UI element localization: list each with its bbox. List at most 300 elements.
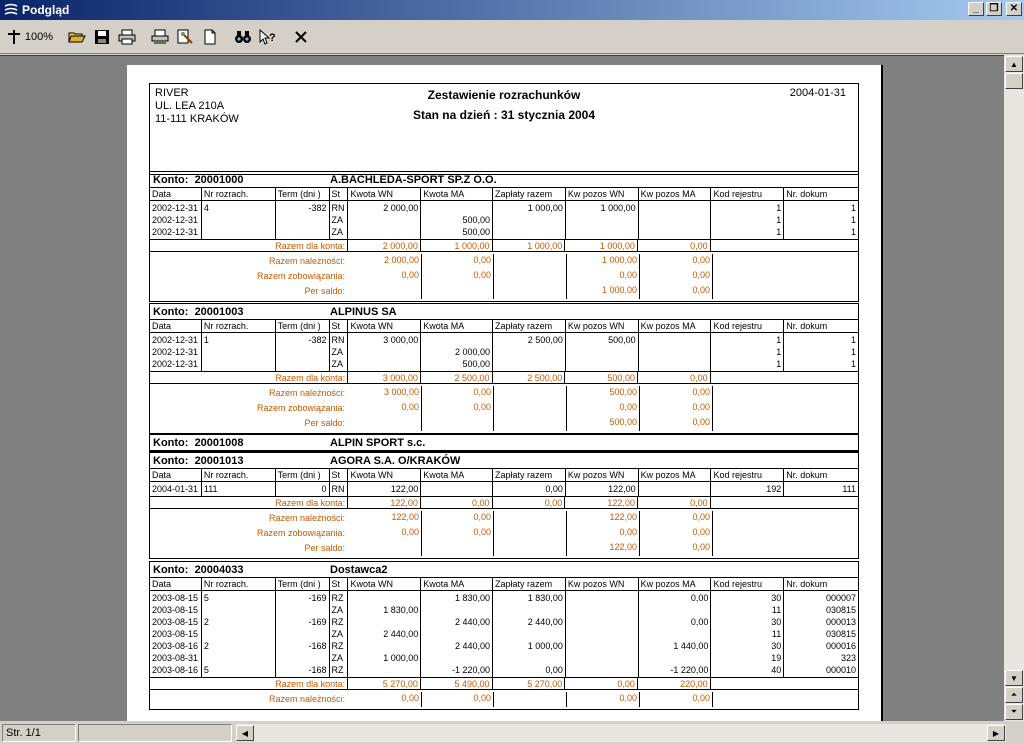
column-cells: [150, 482, 202, 496]
account-total-row: [150, 496, 858, 508]
column-cells: [150, 201, 202, 239]
double-up-icon: ⏶: [1010, 690, 1018, 699]
account-header: [150, 562, 858, 578]
summary-gap: [349, 284, 422, 299]
table-cell: 1: [776, 347, 782, 357]
konto-number: 20001013: [194, 454, 244, 467]
restore-button[interactable]: [986, 2, 1002, 16]
summary-value: 0,00: [640, 416, 713, 431]
zoom-level: 100%: [24, 30, 54, 43]
open-button[interactable]: [65, 25, 89, 49]
column-cells: [784, 591, 858, 677]
summary-gap: [422, 416, 494, 431]
column-header: Kod rejestru: [711, 188, 784, 200]
table-cell: [350, 226, 418, 238]
summary-value: 0,00: [422, 526, 494, 541]
summary-label: Razem zobowiązania:: [256, 271, 345, 281]
scroll-right-button[interactable]: [987, 725, 1005, 741]
table-cell: [568, 652, 636, 664]
table-cell: 1: [851, 215, 857, 225]
column-header: Kwota MA: [421, 578, 493, 590]
restore-icon: ❐: [989, 3, 999, 14]
close-x-icon: [294, 30, 308, 44]
summary-label: Razem zobowiązania:: [256, 403, 345, 413]
summary-value: 0,00: [640, 511, 713, 526]
table-cell: [568, 640, 636, 652]
table-cell: RZ: [331, 665, 344, 675]
page-down-button[interactable]: [1005, 704, 1023, 720]
column-header: St: [330, 188, 349, 200]
column-cells: [493, 482, 566, 496]
account-section: [149, 561, 859, 710]
column-header: Nr. dokum: [786, 321, 828, 331]
column-cells: [711, 201, 784, 239]
table-cell: [641, 652, 709, 664]
close-icon: ✕: [1009, 3, 1019, 14]
column-cells: [276, 333, 330, 371]
table-cell: 2003-08-15: [152, 593, 199, 603]
table-cell: [568, 628, 636, 640]
column-header: Kwota MA: [421, 188, 493, 200]
page-up-button[interactable]: [1005, 687, 1023, 703]
total-label: Razem dla konta:: [150, 372, 348, 383]
help-pointer-icon: [258, 29, 278, 45]
table-cell: 30: [771, 641, 782, 651]
company-line-2: UL. LEA 210A: [155, 100, 225, 112]
table-cell: 111: [203, 484, 218, 494]
konto-number: 20004033: [194, 563, 244, 576]
table-cell: 192: [766, 484, 782, 494]
table-cell: [641, 334, 709, 346]
print-setup-button[interactable]: [148, 25, 172, 49]
table-cell: 2: [203, 617, 209, 627]
new-page-button[interactable]: [198, 25, 222, 49]
table-cell: 1: [776, 335, 782, 345]
summary-gap: [422, 541, 494, 556]
table-cell: 2003-08-15: [152, 629, 199, 639]
blank-page-icon: [203, 29, 217, 45]
column-cells: [276, 482, 330, 496]
summary-label: Razem należności:: [268, 388, 345, 398]
table-cell: 122,00: [608, 484, 636, 494]
table-cell: -1 220,00: [452, 665, 491, 675]
table-cell: 2 440,00: [455, 617, 491, 627]
column-cells: [348, 482, 421, 496]
column-cells: [784, 333, 858, 371]
table-cell: 1 830,00: [383, 605, 419, 615]
table-cell: [641, 628, 709, 640]
column-cells: [202, 201, 276, 239]
table-cell: 2 440,00: [527, 617, 563, 627]
table-cell: [204, 628, 273, 640]
summary-value: 0,00: [349, 692, 422, 707]
close-preview-button[interactable]: [289, 25, 313, 49]
scroll-left-button[interactable]: [236, 725, 254, 741]
total-label: Razem dla konta:: [150, 678, 348, 689]
table-cell: [423, 334, 490, 346]
summary-value: 0,00: [640, 284, 713, 299]
table-cell: 30: [771, 617, 782, 627]
table-cell: 323: [840, 653, 857, 663]
report-title: Zestawienie rozrachunków: [427, 88, 581, 102]
column-cells: [784, 482, 858, 496]
table-cell: RN: [331, 203, 345, 213]
table-cell: [568, 226, 636, 238]
summary-value: 122,00: [349, 511, 422, 526]
total-label: Razem dla konta:: [150, 240, 348, 251]
table-cell: [350, 358, 418, 370]
total-value: 2 500,00: [421, 372, 493, 383]
summary-value: 0,00: [567, 401, 640, 416]
table-cell: -169: [308, 617, 327, 627]
konto-label: Konto:: [153, 563, 189, 576]
summary-row: [150, 386, 858, 401]
arrow-left-icon: ◀: [241, 728, 249, 738]
table-cell: [641, 604, 709, 616]
table-cell: 1: [776, 215, 782, 225]
summary-block: [150, 508, 858, 558]
table-cell: 2002-12-31: [152, 335, 199, 345]
total-filler: [711, 678, 858, 689]
summary-label: Razem należności:: [268, 694, 345, 704]
total-value: 500,00: [565, 372, 638, 383]
column-header: Data: [150, 469, 202, 481]
table-cell: 2002-12-31: [152, 215, 199, 225]
total-value: 5 490,00: [421, 678, 493, 689]
konto-number: 20001003: [194, 305, 244, 318]
column-cells: [348, 333, 421, 371]
table-cell: [495, 604, 563, 616]
column-headers: [150, 469, 858, 482]
table-cell: [568, 346, 636, 358]
column-header: Term (dni ): [276, 578, 330, 590]
summary-label: Razem zobowiązania:: [256, 528, 345, 538]
table-cell: [641, 202, 709, 214]
zoom-button[interactable]: [4, 25, 56, 49]
summary-value: 0,00: [422, 269, 494, 284]
column-cells: [276, 591, 330, 677]
column-cells: [784, 201, 858, 239]
konto-label: Konto:: [153, 436, 189, 449]
summary-value: 0,00: [567, 692, 640, 707]
account-header: [150, 453, 858, 469]
table-cell: 500,00: [462, 227, 491, 237]
summary-value: 0,00: [640, 526, 713, 541]
table-cell: ZA: [331, 605, 344, 615]
column-headers: [150, 320, 858, 333]
column-header: Nr. dokum: [786, 579, 828, 589]
double-down-icon: ⏷: [1010, 707, 1018, 716]
status-bar: [0, 722, 1024, 744]
table-cell: [350, 592, 418, 604]
column-cells: [566, 591, 639, 677]
table-cell: 2 500,00: [527, 335, 563, 345]
help-button[interactable]: [256, 25, 280, 49]
table-cell: ZA: [331, 629, 344, 639]
summary-gap: [494, 254, 567, 269]
table-cell: [278, 346, 327, 358]
column-cells: [276, 201, 330, 239]
table-cell: [495, 214, 563, 226]
account-name: A.BACHLEDA-SPORT SP.Z O.O.: [330, 173, 497, 186]
total-filler: [711, 372, 858, 383]
table-cell: -382: [308, 203, 327, 213]
table-cell: -382: [308, 335, 327, 345]
table-cell: RN: [331, 335, 345, 345]
table-cell: 2002-12-31: [152, 227, 199, 237]
column-header: Zapłaty razem: [493, 188, 566, 200]
summary-row: [150, 269, 858, 284]
column-cells: [202, 482, 276, 496]
column-header: Kwota WN: [348, 320, 421, 332]
table-cell: 500,00: [608, 335, 636, 345]
window-title: Podgląd: [22, 3, 70, 17]
total-label: Razem dla konta:: [150, 497, 348, 508]
column-cells: [639, 591, 712, 677]
total-value: 2 000,00: [348, 240, 421, 251]
total-value: 1 000,00: [565, 240, 638, 251]
summary-value: 0,00: [640, 386, 713, 401]
summary-value: 0,00: [422, 511, 494, 526]
column-header: Data: [150, 188, 202, 200]
summary-row: [150, 511, 858, 526]
arrow-down-icon: ▼: [1010, 673, 1018, 683]
table-cell: 40: [771, 665, 782, 675]
column-header: Term (dni ): [276, 320, 330, 332]
column-header: Data: [150, 578, 202, 590]
table-cell: [204, 604, 273, 616]
total-value: 122,00: [565, 497, 638, 508]
table-cell: [204, 346, 273, 358]
total-value: 1 000,00: [421, 240, 493, 251]
total-value: 122,00: [348, 497, 421, 508]
account-section: [149, 452, 859, 559]
report-date: 2004-01-31: [789, 87, 846, 99]
column-header: Kod rejestru: [711, 578, 784, 590]
summary-value: 0,00: [349, 269, 422, 284]
table-cell: 5: [203, 665, 209, 675]
summary-value: 500,00: [567, 416, 640, 431]
column-cells: [493, 201, 566, 239]
table-cell: ZA: [331, 653, 344, 663]
column-header: Kw pozos MA: [639, 188, 712, 200]
table-cell: [204, 652, 273, 664]
table-cell: 1: [851, 347, 857, 357]
table-cell: 000016: [825, 641, 857, 651]
table-cell: 1 000,00: [527, 641, 563, 651]
column-header: Kwota WN: [348, 188, 421, 200]
column-header: Kwota WN: [348, 469, 421, 481]
summary-value: 0,00: [640, 692, 713, 707]
company-line-3: 11-111 KRAKÓW: [155, 113, 239, 125]
column-headers: [150, 188, 858, 201]
account-header: [150, 172, 858, 188]
horizontal-scrollbar[interactable]: [236, 724, 1006, 742]
column-header: Data: [150, 320, 202, 332]
summary-row: [150, 692, 858, 707]
company-line-1: RIVER: [155, 87, 189, 99]
account-header: [150, 304, 858, 320]
column-header: Zapłaty razem: [493, 578, 566, 590]
column-cells: [330, 201, 349, 239]
table-cell: RZ: [331, 617, 344, 627]
table-cell: 1 440,00: [673, 641, 709, 651]
summary-gap: [494, 692, 567, 707]
column-cells: [202, 591, 276, 677]
column-header: Zapłaty razem: [493, 469, 566, 481]
konto-label: Konto:: [153, 454, 189, 467]
summary-gap: [494, 416, 567, 431]
summary-label: Per saldo:: [304, 418, 345, 428]
table-cell: 030815: [825, 605, 857, 615]
total-value: 5 270,00: [493, 678, 566, 689]
minimize-icon: _: [973, 3, 979, 14]
table-cell: 1 830,00: [455, 593, 491, 603]
column-cells: [493, 333, 566, 371]
column-cells: [639, 482, 712, 496]
summary-value: 0,00: [640, 254, 713, 269]
account-section: [149, 434, 859, 452]
printer-icon: [118, 29, 136, 45]
column-header: St: [330, 320, 349, 332]
table-cell: [350, 346, 418, 358]
summary-row: [150, 401, 858, 416]
column-header: Term (dni ): [276, 469, 330, 481]
scroll-thumb[interactable]: [1005, 73, 1023, 89]
table-cell: [495, 652, 563, 664]
column-header: Nr rozrach.: [202, 188, 276, 200]
konto-number: 20001000: [194, 173, 244, 186]
table-cell: 1 000,00: [383, 653, 419, 663]
table-cell: 11: [771, 605, 782, 615]
column-header: Nr. dokum: [786, 470, 828, 480]
table-cell: 19: [771, 653, 782, 663]
save-button[interactable]: [90, 25, 114, 49]
table-cell: [495, 628, 563, 640]
account-total-row: [150, 239, 858, 251]
open-folder-icon: [68, 29, 86, 45]
table-cell: [204, 358, 273, 370]
minimize-button[interactable]: [968, 2, 984, 16]
scroll-up-button[interactable]: [1005, 56, 1023, 72]
column-cells: [711, 333, 784, 371]
table-cell: [278, 358, 327, 370]
summary-block: [150, 383, 858, 433]
close-window-button[interactable]: [1006, 2, 1022, 16]
table-cell: [641, 358, 709, 370]
toolbar: [0, 20, 1024, 54]
column-header: Kw pozos WN: [566, 469, 639, 481]
find-button[interactable]: [231, 25, 255, 49]
column-cells: [711, 591, 784, 677]
total-value: 2 500,00: [493, 372, 566, 383]
save-icon: [94, 29, 110, 45]
table-cell: 2 000,00: [455, 347, 491, 357]
table-cell: 1: [851, 203, 857, 213]
table-cell: 000007: [825, 593, 857, 603]
summary-gap: [422, 284, 494, 299]
table-cell: 1: [776, 359, 782, 369]
column-header: Zapłaty razem: [493, 320, 566, 332]
summary-label: Per saldo:: [304, 286, 345, 296]
column-header: Kw pozos MA: [639, 469, 712, 481]
summary-block: [150, 251, 858, 301]
summary-value: 122,00: [567, 541, 640, 556]
summary-value: 3 000,00: [349, 386, 422, 401]
table-cell: [423, 483, 490, 495]
column-header: Nr rozrach.: [202, 320, 276, 332]
status-panel: [78, 724, 232, 742]
table-cell: 500,00: [462, 215, 491, 225]
vertical-scrollbar[interactable]: [1004, 55, 1024, 721]
table-cell: 000013: [825, 617, 857, 627]
table-cell: [204, 226, 273, 238]
column-header: Kw pozos MA: [639, 578, 712, 590]
table-cell: [641, 226, 709, 238]
summary-value: 0,00: [640, 269, 713, 284]
table-cell: [568, 604, 636, 616]
table-cell: 2002-12-31: [152, 347, 199, 357]
summary-gap: [349, 416, 422, 431]
column-cells: [330, 333, 349, 371]
table-cell: 0,00: [545, 484, 563, 494]
summary-label: Razem należności:: [268, 256, 345, 266]
summary-value: 0,00: [640, 401, 713, 416]
title-bar: [0, 0, 1024, 20]
report-subtitle: Stan na dzień : 31 stycznia 2004: [412, 108, 596, 122]
table-cell: [568, 616, 636, 628]
table-cell: [278, 604, 327, 616]
preview-viewport: [0, 55, 1004, 721]
summary-value: 0,00: [422, 692, 494, 707]
total-value: 0,00: [565, 678, 638, 689]
total-value: 0,00: [421, 497, 493, 508]
summary-row: [150, 284, 858, 299]
summary-value: 500,00: [567, 386, 640, 401]
account-section: [149, 303, 859, 434]
summary-value: 0,00: [422, 401, 494, 416]
scroll-down-button[interactable]: [1005, 670, 1023, 686]
account-name: AGORA S.A. O/KRAKÓW: [330, 454, 461, 467]
table-cell: 2: [203, 641, 209, 651]
column-cells: [348, 591, 421, 677]
table-cell: [641, 346, 709, 358]
column-header: Nr rozrach.: [202, 469, 276, 481]
table-cell: [350, 640, 418, 652]
column-header: Kw pozos WN: [566, 320, 639, 332]
column-header: Kw pozos MA: [639, 320, 712, 332]
table-cell: 2003-08-16: [152, 641, 199, 651]
table-cell: [350, 664, 418, 676]
summary-row: [150, 526, 858, 541]
column-cells: [348, 201, 421, 239]
table-cell: [423, 604, 490, 616]
total-value: 0,00: [493, 497, 566, 508]
table-cell: [350, 616, 418, 628]
column-header: Kw pozos WN: [566, 188, 639, 200]
page-setup-button[interactable]: [173, 25, 197, 49]
print-button[interactable]: [115, 25, 139, 49]
table-cell: [204, 214, 273, 226]
account-header: [150, 435, 858, 451]
table-cell: 1: [851, 359, 857, 369]
summary-value: 1 000,00: [567, 284, 640, 299]
column-cells: [150, 333, 202, 371]
summary-value: 0,00: [567, 526, 640, 541]
summary-gap: [494, 541, 567, 556]
summary-value: 0,00: [422, 254, 494, 269]
summary-row: [150, 254, 858, 269]
